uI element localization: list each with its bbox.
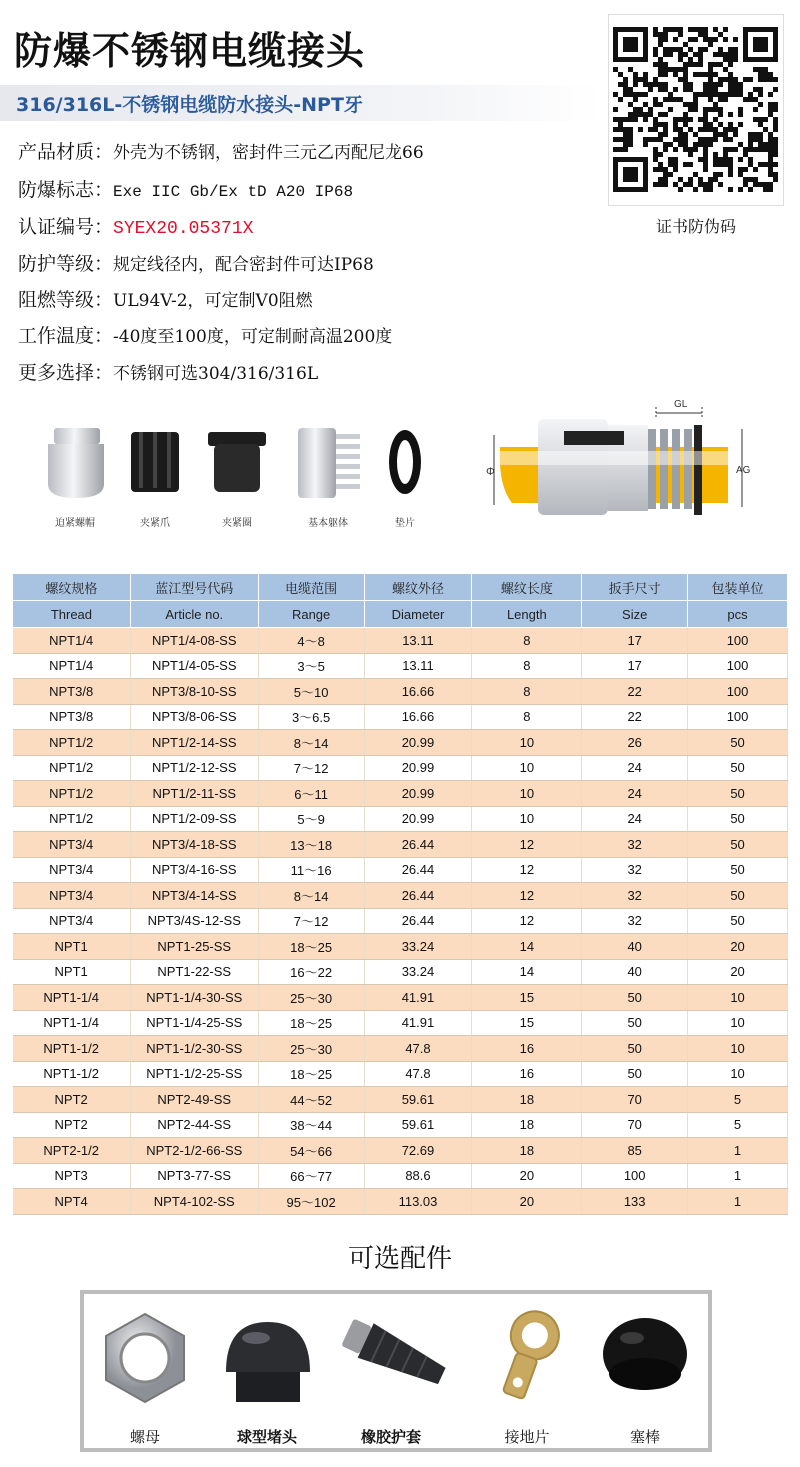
table-row [13,934,788,960]
cell-size: 32 [582,832,688,858]
cell-diameter: 47.8 [364,1061,472,1087]
spec-key: 产品材质： [18,141,114,163]
accessory-nut[interactable] [90,1302,200,1446]
cell-pcs: 10 [688,1036,788,1062]
cell-size: 100 [582,1163,688,1189]
cell-article: NPT4-102-SS [130,1189,258,1215]
cell-thread: NPT3/4 [13,908,131,934]
cell-diameter: 72.69 [364,1138,472,1164]
table-header-row-en [13,601,788,628]
cell-size: 17 [582,628,688,654]
part-clamp-claw [125,418,185,529]
cell-pcs: 50 [688,832,788,858]
cell-range: 13～18 [258,832,364,858]
table-row [13,883,788,909]
ground-tab-icon [472,1302,582,1412]
accessories-title: 可选配件 [347,1244,452,1274]
cell-pcs: 50 [688,857,788,883]
part-label: 垫片 [395,518,415,529]
cell-article: NPT2-1/2-66-SS [130,1138,258,1164]
cell-range: 5～9 [258,806,364,832]
cell-size: 24 [582,806,688,832]
qr-code[interactable] [608,14,784,206]
clamp-claw-image [125,418,185,506]
table-header-row-zh [13,574,788,601]
plug-stopper-icon [590,1302,700,1412]
table-row [13,1087,788,1113]
table-row [13,985,788,1011]
spec-cert-no [18,217,253,239]
cell-thread: NPT1 [13,934,131,960]
cell-size: 40 [582,934,688,960]
cell-pcs: 20 [688,959,788,985]
cell-length: 8 [472,628,582,654]
accessory-plug[interactable] [590,1302,700,1446]
cell-range: 54～66 [258,1138,364,1164]
cell-range: 4～8 [258,628,364,654]
cell-diameter: 20.99 [364,781,472,807]
table-row [13,653,788,679]
cell-length: 10 [472,730,582,756]
spec-key: 防护等级： [18,253,114,275]
cell-length: 12 [472,883,582,909]
cell-thread: NPT3/4 [13,832,131,858]
cell-length: 20 [472,1163,582,1189]
table-row [13,1163,788,1189]
header-pcs-zh: 包装单位 [688,574,788,601]
header-article-en: Article no. [130,601,258,628]
cell-length: 20 [472,1189,582,1215]
cell-thread: NPT2 [13,1087,131,1113]
cell-pcs: 50 [688,730,788,756]
cell-article: NPT1/2-14-SS [130,730,258,756]
part-main-body [288,418,368,529]
spec-key: 工作温度： [18,325,114,347]
header-size-zh: 扳手尺寸 [582,574,688,601]
cell-article: NPT1-22-SS [130,959,258,985]
cell-length: 10 [472,806,582,832]
cell-range: 66～77 [258,1163,364,1189]
cell-range: 18～25 [258,1061,364,1087]
header-thread-en: Thread [13,601,131,628]
spec-ex-mark [18,180,353,202]
cell-length: 14 [472,959,582,985]
spec-value: 规定线径内，配合密封件可达IP68 [113,255,374,275]
cell-pcs: 50 [688,908,788,934]
cell-size: 22 [582,679,688,705]
table-row [13,1061,788,1087]
cell-pcs: 20 [688,934,788,960]
cell-thread: NPT1/2 [13,755,131,781]
table-row [13,628,788,654]
cell-article: NPT3/4-16-SS [130,857,258,883]
cell-range: 7～12 [258,908,364,934]
cell-range: 25～30 [258,985,364,1011]
accessory-dome-plug[interactable] [212,1302,322,1446]
cell-article: NPT1-1/4-30-SS [130,985,258,1011]
cell-length: 15 [472,1010,582,1036]
cell-diameter: 26.44 [364,832,472,858]
spec-temperature [18,326,392,347]
accessory-rubber-sleeve[interactable] [336,1302,446,1446]
diagram-label-ag: AG [736,465,751,476]
table-row [13,857,788,883]
cell-size: 50 [582,1061,688,1087]
spec-key: 防爆标志： [18,179,114,201]
cell-diameter: 47.8 [364,1036,472,1062]
cell-article: NPT1/4-05-SS [130,653,258,679]
cell-thread: NPT1-1/4 [13,985,131,1011]
cell-pcs: 5 [688,1112,788,1138]
cell-size: 24 [582,781,688,807]
cell-pcs: 5 [688,1087,788,1113]
cell-pcs: 1 [688,1138,788,1164]
cell-diameter: 13.11 [364,628,472,654]
cell-diameter: 41.91 [364,1010,472,1036]
lock-nut-image [40,418,110,506]
cell-diameter: 113.03 [364,1189,472,1215]
header-thread-zh: 螺纹规格 [13,574,131,601]
cell-length: 12 [472,857,582,883]
cell-thread: NPT1-1/2 [13,1036,131,1062]
cell-thread: NPT3 [13,1163,131,1189]
part-label: 基本躯体 [308,518,348,529]
cell-pcs: 10 [688,1010,788,1036]
spec-value: -40度至100度，可定制耐高温200度 [113,327,393,347]
spec-value: Exe IIC Gb/Ex tD A20 IP68 [113,183,354,201]
cell-article: NPT1/2-12-SS [130,755,258,781]
cell-size: 26 [582,730,688,756]
cell-range: 3～6.5 [258,704,364,730]
cell-thread: NPT1 [13,959,131,985]
cell-article: NPT2-44-SS [130,1112,258,1138]
clamp-ring-image [202,418,272,506]
cell-diameter: 33.24 [364,934,472,960]
page-title: 防爆不锈钢电缆接头 [14,28,366,73]
spec-value: UL94V-2，可定制V0阻燃 [113,291,313,311]
table-row [13,832,788,858]
cell-diameter: 20.99 [364,730,472,756]
cell-size: 50 [582,1010,688,1036]
cell-pcs: 50 [688,755,788,781]
cell-thread: NPT1-1/4 [13,1010,131,1036]
cell-size: 50 [582,1036,688,1062]
cell-length: 16 [472,1061,582,1087]
header-diameter-en: Diameter [364,601,472,628]
cell-range: 6～11 [258,781,364,807]
cell-thread: NPT1-1/2 [13,1061,131,1087]
accessory-label: 接地片 [504,1428,550,1446]
cell-thread: NPT3/4 [13,857,131,883]
cell-range: 18～25 [258,934,364,960]
cell-pcs: 50 [688,883,788,909]
cell-article: NPT3/4-18-SS [130,832,258,858]
part-label: 迫紧螺帽 [55,518,95,529]
table-row [13,730,788,756]
cell-thread: NPT1/2 [13,806,131,832]
cell-pcs: 100 [688,704,788,730]
cell-size: 50 [582,985,688,1011]
cell-range: 11～16 [258,857,364,883]
cell-size: 40 [582,959,688,985]
cell-size: 85 [582,1138,688,1164]
cell-diameter: 16.66 [364,704,472,730]
table-row [13,908,788,934]
qr-label: 证书防伪码 [655,217,736,236]
spec-value-cert: SYEX20.05371X [113,219,254,239]
cell-range: 5～10 [258,679,364,705]
cell-length: 8 [472,679,582,705]
spec-key: 阻燃等级： [18,289,114,311]
dimension-diagram [478,395,768,523]
cell-range: 16～22 [258,959,364,985]
table-row [13,704,788,730]
cell-article: NPT2-49-SS [130,1087,258,1113]
cell-article: NPT3/8-06-SS [130,704,258,730]
cell-pcs: 1 [688,1163,788,1189]
cell-pcs: 100 [688,653,788,679]
cell-range: 38～44 [258,1112,364,1138]
accessory-label: 螺母 [129,1428,160,1446]
cell-length: 16 [472,1036,582,1062]
cell-diameter: 26.44 [364,857,472,883]
cell-range: 18～25 [258,1010,364,1036]
page-subtitle: 316/316L-不锈钢电缆防水接头-NPT牙 [16,94,363,116]
cell-size: 32 [582,883,688,909]
header-range-zh: 电缆范围 [258,574,364,601]
accessory-label: 橡胶护套 [360,1428,421,1446]
part-label: 夹紧爪 [140,518,170,529]
cell-pcs: 100 [688,679,788,705]
main-body-image [288,418,368,506]
table-row [13,1010,788,1036]
cell-pcs: 50 [688,781,788,807]
cell-thread: NPT1/4 [13,653,131,679]
cell-size: 32 [582,908,688,934]
cell-article: NPT3/4-14-SS [130,883,258,909]
cell-size: 17 [582,653,688,679]
cell-article: NPT3-77-SS [130,1163,258,1189]
table-row [13,806,788,832]
cell-diameter: 20.99 [364,755,472,781]
cell-thread: NPT1/2 [13,730,131,756]
cell-thread: NPT4 [13,1189,131,1215]
cell-size: 133 [582,1189,688,1215]
dome-plug-icon [212,1302,322,1412]
header-diameter-zh: 螺纹外径 [364,574,472,601]
washer-image [375,418,435,506]
diagram-label-phi: Φ [486,466,495,478]
cell-pcs: 10 [688,1061,788,1087]
cell-article: NPT1-1/2-25-SS [130,1061,258,1087]
cell-size: 70 [582,1087,688,1113]
cell-thread: NPT1/2 [13,781,131,807]
spec-value: 不锈钢可选304/316/316L [113,364,319,384]
accessory-label: 塞棒 [629,1428,660,1446]
spec-key: 更多选择： [18,362,114,384]
part-washer [375,418,435,529]
spec-value: 外壳为不锈钢，密封件三元乙丙配尼龙66 [113,143,424,163]
spec-flame [18,290,313,311]
cell-size: 32 [582,857,688,883]
cell-thread: NPT3/4 [13,883,131,909]
table-row [13,1112,788,1138]
cell-diameter: 59.61 [364,1112,472,1138]
table-row [13,781,788,807]
cell-diameter: 41.91 [364,985,472,1011]
cell-length: 8 [472,704,582,730]
diagram-label-gl: GL [674,399,688,410]
cell-diameter: 16.66 [364,679,472,705]
cell-article: NPT1/4-08-SS [130,628,258,654]
table-row [13,959,788,985]
cell-size: 70 [582,1112,688,1138]
cell-length: 8 [472,653,582,679]
part-label: 夹紧圈 [222,518,252,529]
cell-length: 12 [472,908,582,934]
cell-diameter: 26.44 [364,908,472,934]
cell-article: NPT1-1/2-30-SS [130,1036,258,1062]
cell-article: NPT3/4S-12-SS [130,908,258,934]
cell-diameter: 20.99 [364,806,472,832]
cell-article: NPT3/8-10-SS [130,679,258,705]
cell-diameter: 88.6 [364,1163,472,1189]
cell-thread: NPT3/8 [13,679,131,705]
cell-pcs: 10 [688,985,788,1011]
spec-table [12,573,788,1215]
header-size-en: Size [582,601,688,628]
cell-length: 15 [472,985,582,1011]
cell-size: 22 [582,704,688,730]
cell-diameter: 59.61 [364,1087,472,1113]
cell-length: 10 [472,755,582,781]
accessory-label: 球型堵头 [236,1428,297,1446]
cell-size: 24 [582,755,688,781]
cell-pcs: 1 [688,1189,788,1215]
cell-range: 7～12 [258,755,364,781]
cell-range: 8～14 [258,883,364,909]
cell-diameter: 33.24 [364,959,472,985]
cell-thread: NPT3/8 [13,704,131,730]
hex-nut-icon [90,1302,200,1412]
cell-diameter: 13.11 [364,653,472,679]
spec-material [18,142,424,163]
table-row [13,679,788,705]
cell-length: 12 [472,832,582,858]
cell-article: NPT1/2-09-SS [130,806,258,832]
table-row [13,1138,788,1164]
rubber-sleeve-icon [336,1302,466,1412]
header-pcs-en: pcs [688,601,788,628]
header-range-en: Range [258,601,364,628]
part-lock-nut [40,418,110,529]
cell-range: 8～14 [258,730,364,756]
spec-key: 认证编号： [18,216,114,238]
table-row [13,1036,788,1062]
cell-length: 14 [472,934,582,960]
spec-protection [18,254,374,275]
header-length-zh: 螺纹长度 [472,574,582,601]
header-article-zh: 蓝江型号代码 [130,574,258,601]
accessories-frame [80,1290,712,1452]
cell-length: 18 [472,1087,582,1113]
cell-diameter: 26.44 [364,883,472,909]
table-body [13,628,788,1215]
cell-length: 10 [472,781,582,807]
table-row [13,1189,788,1215]
cell-range: 95～102 [258,1189,364,1215]
cell-article: NPT1/2-11-SS [130,781,258,807]
cell-pcs: 100 [688,628,788,654]
cell-thread: NPT2-1/2 [13,1138,131,1164]
table-row [13,755,788,781]
cell-length: 18 [472,1138,582,1164]
cell-thread: NPT2 [13,1112,131,1138]
cell-thread: NPT1/4 [13,628,131,654]
cell-range: 44～52 [258,1087,364,1113]
parts-exploded-view [30,418,450,538]
cell-article: NPT1-25-SS [130,934,258,960]
part-clamp-ring [202,418,272,529]
cell-range: 3～5 [258,653,364,679]
cell-article: NPT1-1/4-25-SS [130,1010,258,1036]
accessory-ground-tab[interactable] [472,1302,582,1446]
spec-more-options [18,363,318,384]
cell-range: 25～30 [258,1036,364,1062]
cell-pcs: 50 [688,806,788,832]
cell-length: 18 [472,1112,582,1138]
header-length-en: Length [472,601,582,628]
